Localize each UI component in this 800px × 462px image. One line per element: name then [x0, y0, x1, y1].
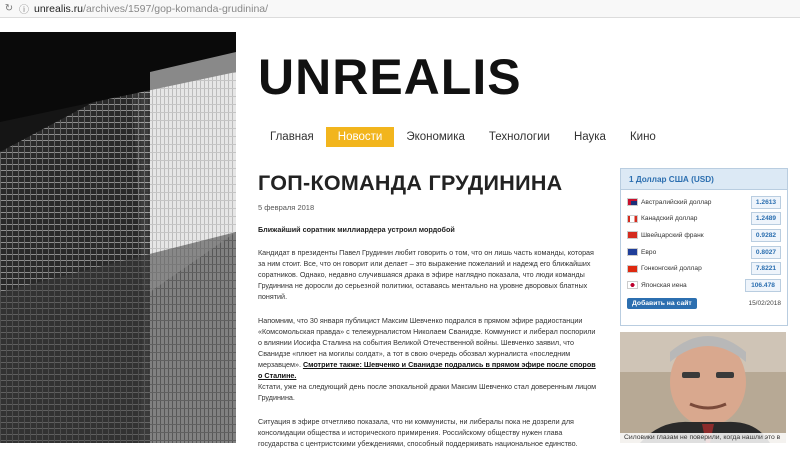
article-paragraph-3: Ситуация в эфире отчетливо показала, что ни коммунисты, ни либералы пока не дозрели для консолидации общества и исторического примирения. Российскому обществу нужен глава государства с центристскими убеждениями, способный поддерживать национальное единство.	[258, 417, 578, 448]
info-icon[interactable]: ⓘ	[19, 5, 29, 16]
article-lead: Ближайший соратник миллиардера устроил мордобой	[258, 225, 455, 234]
site-logo[interactable]: UNREALIS	[258, 49, 522, 105]
url-host: unrealis.ru	[34, 2, 84, 15]
currency-name: Гонконгский доллар	[641, 265, 702, 273]
browser-address-bar[interactable]	[0, 0, 800, 18]
currency-value: 1.2489	[751, 212, 781, 225]
nav-item-news[interactable]: Новости	[326, 127, 395, 147]
header-photo	[0, 32, 236, 443]
currency-name: Канадский доллар	[641, 215, 698, 223]
currency-value: 106.478	[745, 279, 781, 292]
nav-item-cinema[interactable]: Кино	[629, 131, 656, 143]
currency-row	[627, 260, 781, 277]
nav-item-science[interactable]: Наука	[573, 131, 606, 143]
currency-widget	[620, 168, 788, 326]
currency-widget-title: 1 Доллар США (USD)	[621, 169, 787, 190]
currency-value: 0.9282	[751, 229, 781, 242]
currency-row	[627, 227, 781, 244]
portrait-photo-graphic	[620, 332, 786, 443]
article-title: ГОП-КОМАНДА ГРУДИНИНА	[258, 171, 563, 195]
article-paragraph-2-text: Напомним, что 30 января публицист Максим Шевченко подрался в прямом эфире радиостанции «Комсомольская правда» с тележурналистом Николаем Сванидзе. Коммунист и либерал поспорили о влиянии Иосифа Сталина на события Великой Отечественной войны. Шевченко заявил, что Сванидзе «плюет на могилы солдат», а тот в свою очередь обозвал журналиста «последним мерзавцем».	[258, 316, 596, 369]
nav-item-economy[interactable]: Экономика	[406, 131, 465, 143]
url-text[interactable]	[34, 3, 268, 15]
currency-name: Швейцарский франк	[641, 231, 704, 239]
flag-hongkong-icon	[627, 265, 638, 273]
flag-australia-icon	[627, 198, 638, 206]
related-article-link[interactable]: Смотрите также: Шевченко и Сванидзе подрались в прямом эфире после споров о Сталине.	[258, 360, 596, 380]
reload-icon[interactable]: ↻	[4, 3, 14, 14]
building-photo-graphic	[0, 32, 236, 443]
ad-photo[interactable]	[620, 332, 786, 443]
currency-name: Австралийский доллар	[641, 198, 712, 206]
flag-eu-icon	[627, 248, 638, 256]
currency-value: 0.8027	[751, 246, 781, 259]
add-to-site-button[interactable]: Добавить на сайт	[627, 298, 697, 309]
article-paragraph-1: Кандидат в президенты Павел Грудинин любит говорить о том, что он лишь часть команды, которая за ним стоит. Все, что он говорит или делает – это выражение пожеланий и надежд его ближайших соратников. Однако, недавно случившаяся драка в эфире наглядно показала, что люди команды Грудинина не доросли до серьезной политики, оставаясь ментально на уровне дворовых блатных понятий.	[258, 248, 594, 301]
flag-switzerland-icon	[627, 231, 638, 239]
currency-name: Евро	[641, 248, 657, 256]
currency-row	[627, 277, 781, 294]
currency-row	[627, 244, 781, 261]
ad-caption[interactable]: Силовики глазам не поверили, когда нашли это в	[620, 433, 790, 443]
currency-name: Японская иена	[641, 281, 687, 289]
flag-canada-icon	[627, 215, 638, 223]
main-nav	[258, 127, 668, 147]
currency-row	[627, 211, 781, 228]
article-date: 5 февраля 2018	[258, 203, 315, 212]
flag-japan-icon	[627, 281, 638, 289]
article-body	[258, 224, 600, 462]
article-paragraph-2-tail: Кстати, уже на следующий день после эпохальной драки Максим Шевченко стал доверенным лицом Грудинина.	[258, 382, 597, 402]
currency-row	[627, 194, 781, 211]
currency-date: 15/02/2018	[748, 299, 781, 307]
currency-value: 1.2613	[751, 196, 781, 209]
url-path: /archives/1597/gop-komanda-grudinina/	[83, 2, 269, 15]
nav-item-home[interactable]: Главная	[270, 131, 314, 143]
currency-value: 7.8221	[751, 262, 781, 275]
nav-item-technology[interactable]: Технологии	[488, 131, 550, 143]
article-paragraph-2	[258, 315, 600, 403]
